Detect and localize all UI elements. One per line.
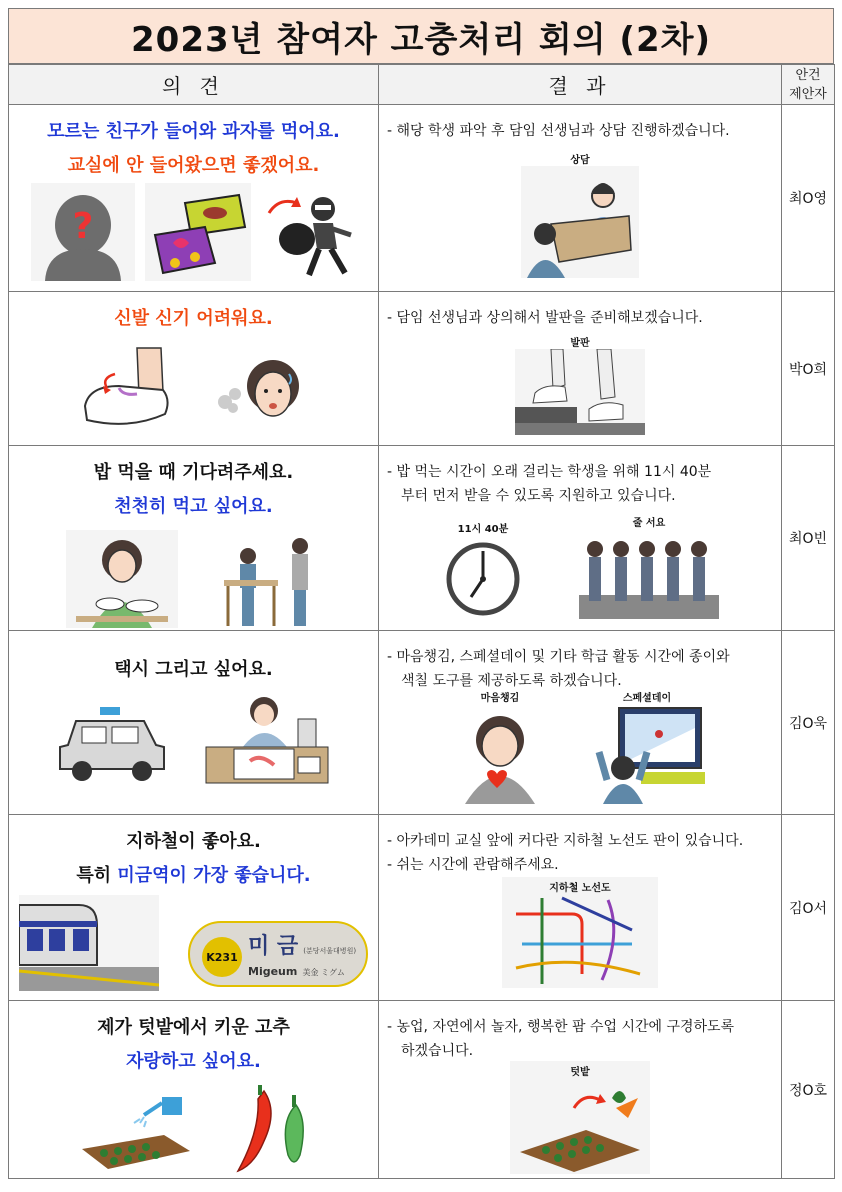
opinion-line: 제가 텃밭에서 키운 고추 — [97, 1017, 290, 1038]
station-extra: 美金 ミグム — [302, 968, 345, 977]
result-illustrations — [379, 514, 781, 619]
station-code-badge — [202, 937, 242, 977]
grievance-table — [8, 64, 835, 1179]
header-row — [9, 65, 835, 105]
table-row — [9, 105, 835, 292]
opinion-illustrations — [9, 183, 378, 281]
result-cell — [379, 292, 782, 446]
proposer-cell: 김O욱 — [782, 631, 835, 815]
header-proposer-line1: 안건 — [795, 67, 821, 83]
opinion-line-highlight: 미금역이 가장 좋습니다. — [117, 865, 311, 886]
line-up-picture — [579, 514, 719, 619]
opinion-illustrations — [9, 691, 378, 787]
subway-map-icon — [512, 894, 648, 988]
header-result: 결 과 — [379, 65, 782, 105]
subway-train-icon — [19, 895, 159, 991]
opinion-line: 자랑하고 싶어요. — [126, 1051, 261, 1072]
picture-label: 발판 — [570, 338, 590, 349]
thief-icon — [261, 183, 357, 281]
result-line: 색칠 도구를 제공하도록 하겠습니다. — [401, 673, 622, 689]
result-illustrations — [379, 877, 781, 988]
garden-watering-icon — [74, 1091, 194, 1175]
result-line: - 농업, 자연에서 놀자, 행복한 팜 수업 시간에 구경하도록 — [387, 1019, 735, 1035]
result-cell — [379, 446, 782, 631]
footrest-picture — [515, 334, 645, 435]
header-proposer-line2: 제안자 — [789, 86, 827, 102]
station-subname: (분당서울대병원) — [303, 947, 357, 955]
table-row — [9, 446, 835, 631]
picture-label: 마음챙김 — [480, 693, 520, 704]
table-row — [9, 1001, 835, 1179]
vegetable-garden-icon — [516, 1078, 644, 1174]
result-line: - 밥 먹는 시간이 오래 걸리는 학생을 위해 11시 40분 — [387, 464, 712, 480]
opinion-line: 모르는 친구가 들어와 과자를 먹어요. — [47, 121, 340, 142]
eating-girl-icon — [66, 530, 178, 628]
worried-face-icon — [215, 344, 309, 430]
mindfulness-picture — [455, 689, 545, 804]
picture-label: 상담 — [570, 155, 590, 166]
svg-text:?: ? — [72, 206, 93, 247]
peppers-icon — [234, 1081, 314, 1175]
picture-label: 텃밭 — [570, 1067, 590, 1078]
counseling-icon — [521, 166, 639, 278]
result-line: 부터 먼저 받을 수 있도록 지원하고 있습니다. — [401, 488, 676, 504]
opinion-cell — [9, 631, 379, 815]
proposer-cell: 정O호 — [782, 1001, 835, 1179]
taxi-icon — [56, 703, 168, 787]
clock-picture — [441, 520, 525, 619]
subway-map-picture — [502, 877, 658, 988]
unknown-person-icon — [31, 183, 135, 281]
opinion-line: 택시 그리고 싶어요. — [114, 659, 273, 680]
mindfulness-icon — [455, 704, 545, 804]
result-line: - 쉬는 시간에 관람해주세요. — [387, 857, 559, 873]
proposer-cell: 김O서 — [782, 815, 835, 1001]
result-illustrations — [379, 151, 781, 278]
result-line: - 마음챙김, 스페셜데이 및 기타 학급 활동 시간에 종이와 — [387, 649, 730, 665]
shoe-icon — [79, 344, 175, 430]
result-cell — [379, 1001, 782, 1179]
station-text — [248, 929, 356, 979]
picture-label: 스페셜데이 — [622, 693, 672, 704]
station-code: K231 — [206, 950, 238, 964]
result-cell — [379, 105, 782, 292]
proposer-cell: 최O영 — [782, 105, 835, 292]
header-proposer — [782, 65, 835, 105]
opinion-illustrations — [9, 1081, 378, 1175]
opinion-line-prefix: 특히 — [76, 865, 112, 886]
opinion-cell — [9, 292, 379, 446]
opinion-line: 지하철이 좋아요. — [126, 831, 261, 852]
result-line: - 담임 선생님과 상의해서 발판을 준비해보겠습니다. — [387, 310, 703, 326]
snack-box-icon — [145, 183, 251, 281]
clock-icon — [441, 535, 525, 619]
drawing-boy-icon — [202, 691, 332, 787]
page-title: 2023년 참여자 고충처리 회의 (2차) — [8, 8, 834, 64]
opinion-cell — [9, 1001, 379, 1179]
proposer-cell: 박O희 — [782, 292, 835, 446]
picture-label: 줄 서요 — [632, 518, 666, 529]
table-row — [9, 292, 835, 446]
counseling-picture — [521, 151, 639, 278]
table-row — [9, 815, 835, 1001]
opinion-cell — [9, 446, 379, 631]
table-row — [9, 631, 835, 815]
header-opinion: 의 견 — [9, 65, 379, 105]
station-name: 미 금 — [248, 934, 299, 959]
opinion-line-combined — [9, 859, 378, 893]
document-sheet — [8, 8, 834, 1184]
result-cell — [379, 815, 782, 1001]
result-cell — [379, 631, 782, 815]
waiting-students-icon — [218, 530, 322, 628]
result-illustrations — [379, 689, 781, 804]
opinion-line: 신발 신기 어려워요. — [114, 308, 273, 329]
picture-label: 11시 40분 — [457, 524, 509, 535]
proposer-cell: 최O빈 — [782, 446, 835, 631]
opinion-illustrations — [9, 530, 378, 628]
special-day-picture — [589, 689, 705, 804]
result-line: - 아카데미 교실 앞에 커다란 지하철 노선도 판이 있습니다. — [387, 833, 744, 849]
opinion-illustrations — [9, 895, 378, 991]
opinion-line: 천천히 먹고 싶어요. — [114, 496, 273, 517]
opinion-line: 교실에 안 들어왔으면 좋겠어요. — [67, 155, 320, 176]
vegetable-garden-picture — [510, 1061, 650, 1174]
station-sign — [188, 921, 368, 987]
opinion-line: 밥 먹을 때 기다려주세요. — [93, 462, 294, 483]
opinion-cell — [9, 815, 379, 1001]
special-day-icon — [589, 704, 705, 804]
station-english: Migeum — [248, 965, 298, 978]
result-line: 하겠습니다. — [401, 1043, 474, 1059]
result-illustrations — [379, 1061, 781, 1174]
opinion-cell — [9, 105, 379, 292]
result-illustrations — [379, 334, 781, 435]
footrest-icon — [515, 349, 645, 435]
result-line: - 해당 학생 파악 후 담임 선생님과 상담 진행하겠습니다. — [387, 123, 730, 139]
opinion-illustrations — [9, 344, 378, 430]
picture-label: 지하철 노선도 — [549, 883, 611, 894]
line-up-icon — [579, 529, 719, 619]
